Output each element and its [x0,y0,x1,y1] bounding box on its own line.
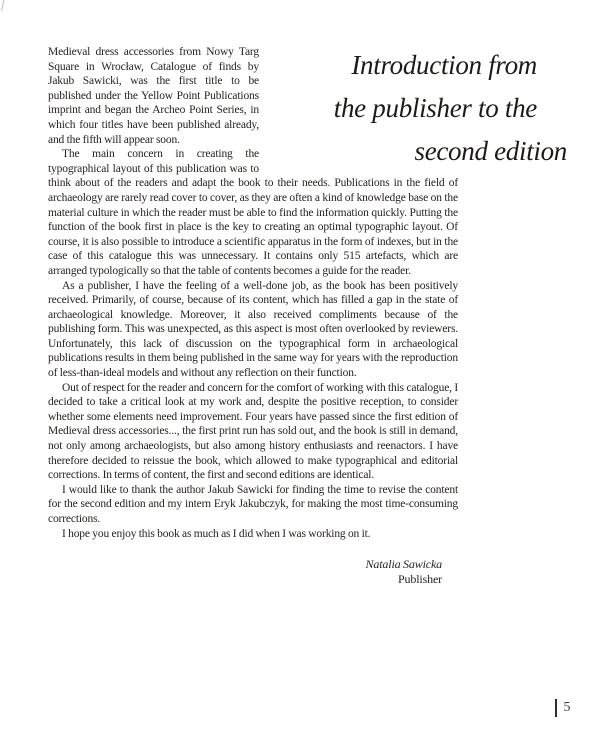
title-line-3: second edition [414,136,567,166]
signature-role: Publisher [398,572,442,587]
page-number-divider [555,699,557,717]
scan-corner-artifact [0,0,10,12]
page-number [555,699,571,717]
title-line-1: Introduction from [351,50,537,80]
body-text [48,45,458,587]
paragraph: The main concern in creating the typographical layout of this publication was to think about of the readers and adapt the book to their needs. Publications in the field of archaeology are rarely read cover to cover, as they are often a kind of knowledge base on the material culture in which the reader must be able to find the information quickly. Putting the function of the book first in place is the key to creating an optimal typographic layout. Of course, it is also possible to introduce a scientific apparatus in the form of indexes, but in the case of this catalogue this was unnecessary. It contains only 515 artefacts, which are arranged typologically so that the table of contents becomes a guide for the reader. [48,148,458,277]
paragraph: I would like to thank the author Jakub Sawicki for finding the time to revise the content for the second edition and my intern Eryk Jakubczyk, for making the most time-consuming corrections. [48,483,458,525]
signature-block [48,557,458,587]
paragraph: Medieval dress accessories from Nowy Targ Square in Wrocław, Catalogue of finds by Jakub Sawicki, was the first title to be published under the Yellow Point Publications imprint and began the Archeo Point Series, in which four titles have been published already, and the fifth will appear soon. [48,46,259,146]
page-number-value: 5 [563,700,571,715]
signature-name: Natalia Sawicka [365,557,442,572]
paragraph: Out of respect for the reader and concern for the comfort of working with this catalogue, I decided to take a critical look at my work and, despite the positive reception, to consider whether some elements need improvement. Four years have passed since the first edition of Medieval dress accessories..., the first print run has sold out, and the book is still in demand, not only among archaeologists, but also among history enthusiasts and reenactors. I have therefore decided to reissue the book, which allowed to make typographical and editorial corrections. In terms of content, the first and second editions are identical. [48,381,458,482]
title-wrap-spacer [259,45,458,176]
paragraph: As a publisher, I have the feeling of a well-done job, as the book has been positively received. Primarily, of course, because of its content, which has filled a gap in the state of archaeological knowledge. Moreover, it also received compliments because of the publishing form. This was unexpected, as this aspect is most often overlooked by reviewers. Unfortunately, this lack of discussion on the typographical form in archaeological publications results in them being published in the same way for years with the reproduction of less-than-ideal models and without any reflection on their function. [48,279,458,380]
paragraph: I hope you enjoy this book as much as I did when I was working on it. [62,527,371,540]
title-line-2: the publisher to the [333,93,537,123]
